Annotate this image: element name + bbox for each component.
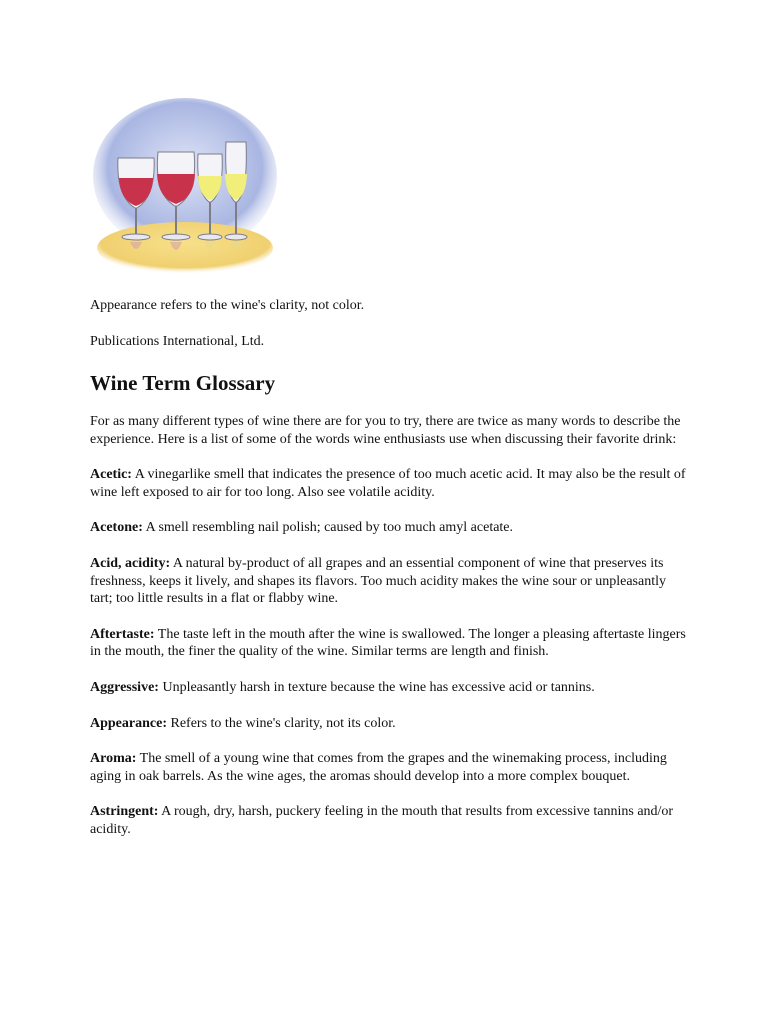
intro-paragraph: For as many different types of wine there are for you to try, there are twice as many words to describe the experience. Here is a list of some of the words wine enthusiasts use when discussing their favorite drink: xyxy=(90,414,681,447)
glossary-entry xyxy=(90,519,686,537)
glossary-entry xyxy=(90,555,686,608)
glossary-term: Aftertaste: xyxy=(90,626,155,642)
glossary-definition: A smell resembling nail polish; caused by too much amyl acetate. xyxy=(145,520,514,536)
image-credit: Publications International, Ltd. xyxy=(90,334,265,349)
glossary-term: Aggressive: xyxy=(90,679,159,695)
glossary-definition: Unpleasantly harsh in texture because the wine has excessive acid or tannins. xyxy=(162,679,595,695)
glossary-entry xyxy=(90,715,686,733)
glossary-definition: A vinegarlike smell that indicates the presence of too much acetic acid. It may also be the result of wine left exposed to air for too long. Also see volatile acidity. xyxy=(90,467,686,500)
page-title: Wine Term Glossary xyxy=(90,371,276,395)
glossary-term: Acetic: xyxy=(90,467,132,483)
glossary-term: Acid, acidity: xyxy=(90,555,171,571)
wine-glasses-illustration xyxy=(90,96,280,276)
glossary-term: Astringent: xyxy=(90,804,159,820)
glossary-entry xyxy=(90,679,686,697)
glossary-definition: Refers to the wine's clarity, not its color. xyxy=(170,715,396,731)
glossary-entry xyxy=(90,803,686,838)
glossary-entry xyxy=(90,466,686,501)
glossary-term: Appearance: xyxy=(90,715,167,731)
glossary-entry xyxy=(90,626,686,661)
glossary-term: Acetone: xyxy=(90,520,143,536)
glossary-definition: The smell of a young wine that comes from the grapes and the winemaking process, including aging in oak barrels. As the wine ages, the aromas should develop into a more complex bouquet. xyxy=(90,751,667,784)
glossary-term: Aroma: xyxy=(90,751,137,767)
glossary-definition: A rough, dry, harsh, puckery feeling in the mouth that results from excessive tannins and/or acidity. xyxy=(90,804,674,837)
glossary-entry xyxy=(90,750,686,785)
article-body xyxy=(90,413,686,857)
image-caption: Appearance refers to the wine's clarity, not color. xyxy=(90,298,365,313)
glossary-definition: The taste left in the mouth after the wine is swallowed. The longer a pleasing aftertaste lingers in the mouth, the finer the quality of the wine. Similar terms are length and finish. xyxy=(90,626,686,660)
glossary-definition: A natural by-product of all grapes and an essential component of wine that preserves its freshness, keeps it lively, and shapes its flavors. Too much acidity makes the wine sour or unpleasantly tart; too little results in a flat or flabby wine. xyxy=(90,555,667,607)
